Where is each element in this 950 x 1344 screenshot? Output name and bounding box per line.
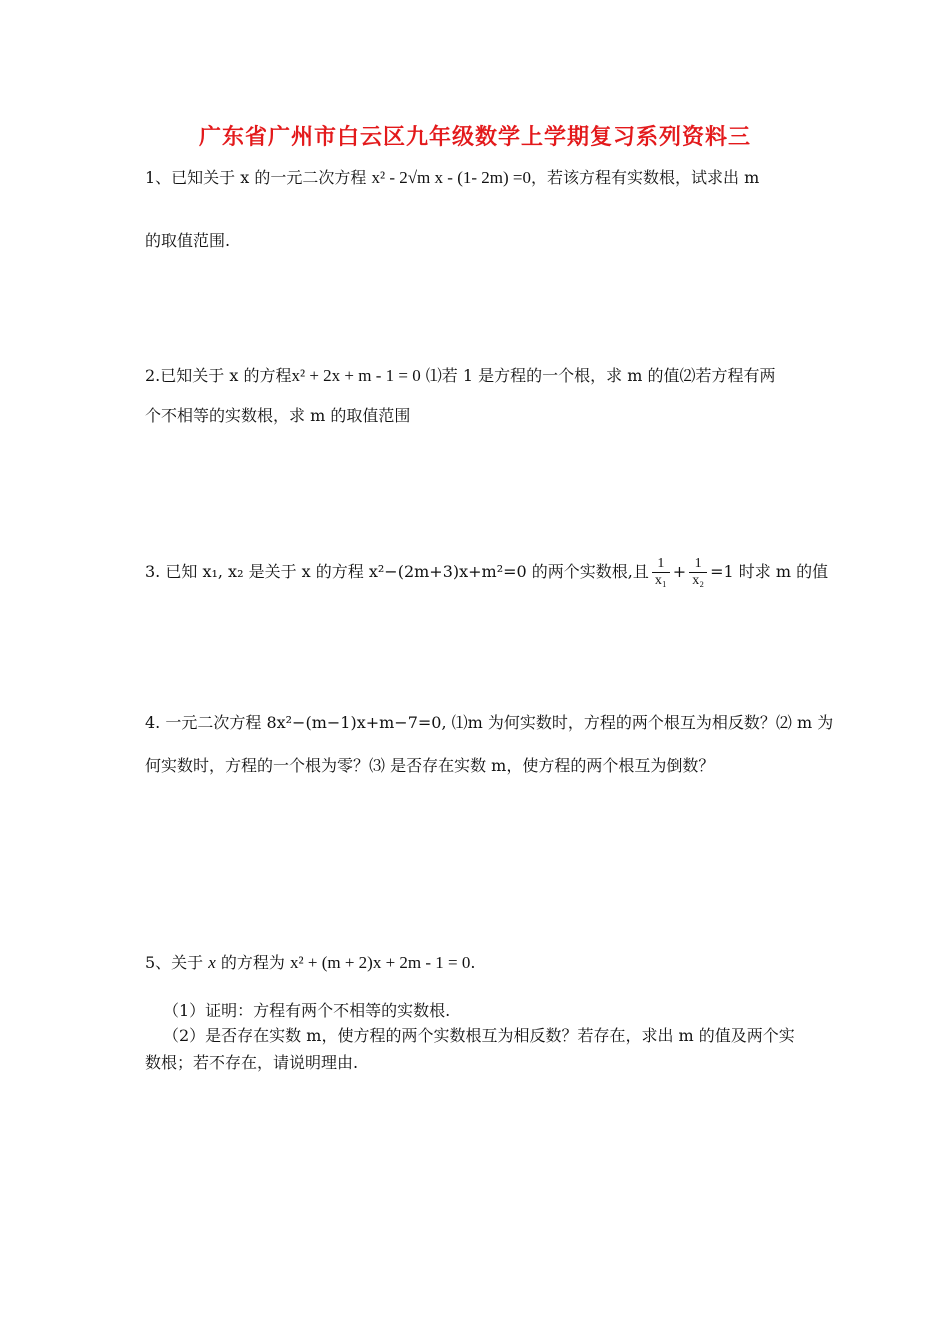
q3-plus: + (672, 562, 687, 581)
question-5-part-2-continued: 数根；若不存在，请说明理由. (145, 1053, 359, 1072)
question-1-line-1 (145, 167, 759, 189)
q3-fraction-2 (689, 556, 707, 589)
q1-prefix: 1、已知关于 x 的一元二次方程 (145, 168, 372, 187)
q3-frac1-numerator: 1 (657, 556, 665, 571)
question-4-line-1: 4. 一元二次方程 8x²−(m−1)x+m−7=0, ⑴m 为何实数时，方程的两个根互为相反数？⑵ m 为 (145, 713, 834, 732)
q5-end: . (470, 953, 476, 972)
q2-prefix: 2.已知关于 x 的方程 (145, 366, 292, 385)
question-3-line (145, 552, 828, 592)
q5-var: x (208, 953, 216, 972)
q1-equation: x² - 2√m x - (1- 2m) =0 (371, 168, 531, 187)
q3-fraction-1 (652, 556, 670, 589)
q2-suffix: ⑴若 1 是方程的一个根，求 m 的值⑵若方程有两 (420, 366, 776, 385)
question-5-part-2: （2）是否存在实数 m，使方程的两个实数根互为相反数？若存在，求出 m 的值及两个实 (163, 1026, 795, 1045)
q3-frac2-numerator: 1 (694, 556, 702, 571)
q5-mid: 的方程为 (215, 953, 291, 972)
question-5-line-1 (145, 952, 476, 974)
q3-suffix: =1 时求 m 的值 (710, 562, 829, 581)
q3-frac2-denominator: x₂ (689, 572, 707, 589)
q3-frac1-denominator: x₁ (652, 572, 670, 589)
q5-prefix: 5、关于 (145, 953, 209, 972)
q2-equation: x² + 2x + m - 1 = 0 (291, 366, 421, 385)
question-2-line-2: 个不相等的实数根，求 m 的取值范围 (145, 406, 411, 425)
question-4-line-2: 何实数时，方程的一个根为零？⑶ 是否存在实数 m，使方程的两个根互为倒数？ (145, 756, 715, 775)
question-5-part-1: （1）证明：方程有两个不相等的实数根. (163, 1001, 451, 1020)
document-title: 广东省广州市白云区九年级数学上学期复习系列资料三 (198, 125, 751, 150)
q3-prefix: 3. 已知 x₁, x₂ 是关于 x 的方程 x²−(2m+3)x+m²=0 的两个实数根,且 (145, 562, 649, 581)
q1-suffix: ，若该方程有实数根，试求出 m (531, 168, 760, 187)
q5-equation: x² + (m + 2)x + 2m - 1 = 0 (290, 953, 471, 972)
question-1-line-2: 的取值范围. (145, 231, 231, 250)
question-2-line-1 (145, 365, 776, 387)
